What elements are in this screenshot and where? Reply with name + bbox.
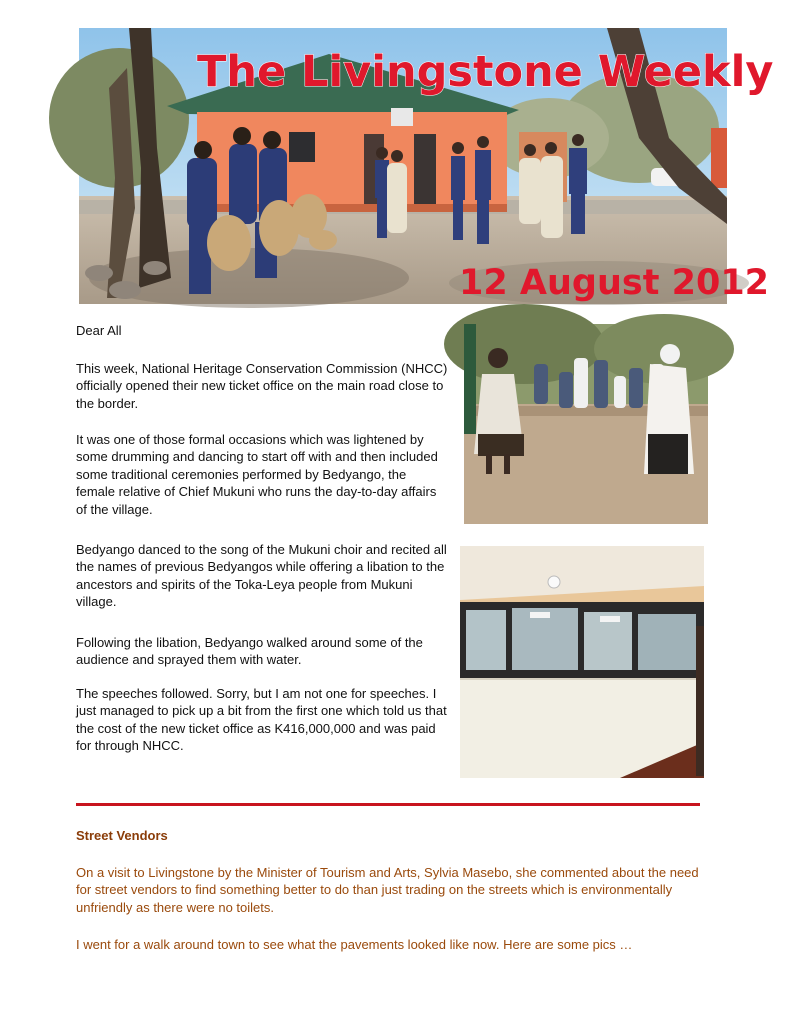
paragraph-libation: Bedyango danced to the song of the Mukuni choir and recited all the names of previous Bedyangos while offering a libation to the ancestors and spirits of the Toka-Leya people from Mukuni village.: [76, 542, 447, 610]
street-vendors-paragraph-minister: On a visit to Livingstone by the Minister of Tourism and Arts, Sylvia Masebo, she commented about the need for street vendors to find something better to do than just trading on the streets which is environmentally unfriendly as there were no toilets.: [76, 865, 699, 915]
section-divider: [76, 803, 700, 806]
masthead-photo: [79, 28, 774, 304]
greeting: Dear All: [76, 323, 122, 338]
paragraph-ceremony: It was one of those formal occasions which was lightened by some drumming and dancing to start off with and then included some traditional ceremonies performed by Bedyango, the female relative of Chief Mukuni who runs the day-to-day affairs of the village.: [76, 432, 438, 517]
street-vendors-paragraph-walk: I went for a walk around town to see what the pavements looked like now. Here are some pics …: [76, 937, 633, 952]
ticket-office-photo: [460, 546, 704, 778]
street-vendors-heading: Street Vendors: [76, 828, 168, 843]
paragraph-ticket-office: This week, National Heritage Conservation Commission (NHCC) officially opened their new ticket office on the main road close to the border.: [76, 361, 448, 411]
ceremony-photo: [464, 324, 708, 524]
paragraph-speeches: The speeches followed. Sorry, but I am not one for speeches. I just managed to pick up a bit from the first one which told us that the cost of the new ticket office as K416,000,000 and was paid for through NHCC.: [76, 686, 447, 754]
masthead-date: 12 August 2012: [459, 263, 770, 303]
masthead-title: The Livingstone Weekly: [197, 47, 774, 97]
paragraph-water-spray: Following the libation, Bedyango walked around some of the audience and sprayed them with water.: [76, 635, 423, 668]
